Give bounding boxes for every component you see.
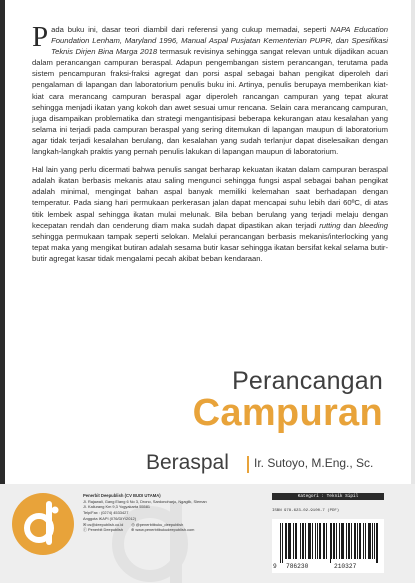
- barcode-bar: [293, 523, 294, 559]
- barcode-bar: [280, 523, 281, 563]
- publisher-info: [83, 493, 243, 533]
- drop-cap: P: [32, 21, 49, 53]
- book-title-line-1: Perancangan: [232, 367, 383, 395]
- publisher-contacts-row-2: [83, 527, 243, 533]
- barcode-bar: [370, 523, 371, 559]
- barcode-bar: [286, 523, 287, 559]
- book-title-line-3: Beraspal: [146, 451, 229, 474]
- barcode-bar: [315, 523, 316, 559]
- title-separator: [247, 456, 249, 473]
- barcode-bar: [348, 523, 349, 559]
- barcode-bar: [300, 523, 301, 559]
- category-label: Kategori : Teknik Sipil: [272, 493, 384, 500]
- barcode-bar: [339, 523, 340, 559]
- barcode-bar: [355, 523, 356, 559]
- email-contact[interactable]: ✉ cs@deepublish.co.id: [83, 521, 124, 527]
- barcode-bar: [359, 523, 360, 559]
- publisher-name: Penerbit Deepublish (CV BUDI UTAMA): [83, 493, 161, 498]
- mail-icon: ✉: [83, 521, 88, 527]
- barcode-bar: [330, 523, 331, 563]
- publisher-phone: Telp/Fax : (0274) 4533427: [83, 510, 129, 516]
- barcode-bar: [341, 523, 342, 559]
- website-link[interactable]: ⊕ www.penerbitbukudeepublish.com: [131, 527, 195, 533]
- publisher-address-1: Jl. Rajawali, Gang Elang 6 No 3, Drono, Sardonoharjo, Ngaglik, Sleman: [83, 498, 207, 504]
- barcode-bar: [334, 523, 335, 559]
- synopsis-paragraph-2: Hal lain yang perlu dicermati bahwa penulis sangat berharap kekuatan ikatan dalam campuran beraspal adalah ikatan berbasis mekanis atau saling mengunci sehingga fungsi aspal sebagai bahan pengikat adalah minimal, mengingat bahan aspal banyak memiliki kelemahan saat berhadapan dengan temperatur. Pada siang hari permukaan perkerasan jalan dapat mencapai suhu lebih dari 60ºC, di atas titik lembek aspal sehingga ikatan mulai melunak. Bila beban berulang yang terjadi melaju dengan kecepatan rendah dan cenderung diam maka sudah dapat dipastikan akan terjadi rutting dan bleeding sehingga permukaan tampak seperti selokan. Melalui perancangan berbasis mekanis/interlocking yang tepat maka yang mengikat butiran adalah sesama butir kasar sehingga ikatan bersifat kekal selama butir-butir agregat kasar tidak mengalami pecah akibat beban kendaraan.: [32, 165, 389, 263]
- barcode-bar: [296, 523, 297, 559]
- barcode-bar: [349, 523, 350, 559]
- synopsis-text: [32, 21, 389, 264]
- barcode-bar: [309, 523, 310, 559]
- barcode-bar: [288, 523, 289, 559]
- publisher-logo: [11, 492, 75, 556]
- instagram-contact[interactable]: ◎ @penerbitbuku_deepublish: [131, 521, 184, 527]
- barcode-bar: [310, 523, 311, 559]
- barcode-bar: [331, 523, 332, 559]
- barcode-bar: [351, 523, 352, 559]
- barcode-bar: [323, 523, 324, 559]
- barcode-bar: [333, 523, 334, 559]
- isbn-barcode: [272, 519, 384, 573]
- barcode-bar: [343, 523, 344, 559]
- barcode-bar: [372, 523, 373, 559]
- barcode-bar: [289, 523, 290, 559]
- barcode-digit-first: 9: [273, 563, 277, 570]
- instagram-icon: ◎: [131, 521, 136, 527]
- barcode-bar: [346, 523, 347, 559]
- book-title-line-2: Campuran: [192, 392, 383, 434]
- globe-icon: ⊕: [131, 527, 136, 533]
- term-bleeding: bleeding: [359, 220, 389, 230]
- barcode-bar: [303, 523, 304, 559]
- barcode-digits-right: 210327: [334, 563, 357, 570]
- barcode-bar: [302, 523, 303, 559]
- barcode-bar: [317, 523, 318, 559]
- barcode-bar: [324, 523, 325, 559]
- reference-list: NAPA Education Foundation Lenham, Maryland 1996, Manual Aspal Pusjatan Kementerian PUPR, dan Spesifikasi Teknis Dirjen Bina Marga 2018: [51, 25, 388, 57]
- barcode-bar: [354, 523, 355, 559]
- barcode-bar: [360, 523, 361, 559]
- barcode-bar: [377, 523, 378, 563]
- synopsis-paragraph-1: Pada buku ini, dasar teori diambil dari referensi yang cukup memadai, seperti NAPA Education Foundation Lenham, Maryland 1996, Manual Aspal Pusjatan Kementerian PUPR, dan Spesifikasi Teknis Dirjen Bina Marga 2018 termasuk revisinya sehingga sangat relevan untuk dijadikan acuan dalam perancangan campuran beraspal. Adapun pengembangan sistem perancangan, terutama pada sistem pencampuran fraksi-fraksi agregat dan porsi aspal sebagai bahan pengikat diperoleh dari pengalaman di lapangan dan laboratorium penulis buku ini. Artinya, penulis berupaya memberikan kiat-kiat cara merancang campuran beraspal agar diperoleh rancangan campuran yang tepat akurat sehingga menjadi ikatan yang kokoh dan awet sesuai umur rencana. Selain cara merancang campuran, juga disampaikan problematika dan strategi mengantisipasi beberapa kekurangan atau kesalahan yang selama ini terjadi pada campuran beraspal yang sering ditemukan di lapangan maupun di laboratorium agar tidak terjadi kesalahan berulang, dan kesalahan yang sudah terlanjur dapat diselesaikan dengan langkah-langkah praktis yang pernah penulis lakukan di lapangan maupun di laboratorium.: [32, 21, 389, 157]
- barcode-bar: [374, 523, 375, 559]
- barcode-bar: [357, 523, 358, 559]
- barcode-digits-left: 786230: [286, 563, 309, 570]
- barcode-bar: [290, 523, 291, 559]
- author-name: Ir. Sutoyo, M.Eng., Sc.: [254, 456, 374, 470]
- barcode-bar: [319, 523, 320, 559]
- barcode-bar: [326, 523, 327, 559]
- barcode-bar: [342, 523, 343, 559]
- barcode-bar: [312, 523, 313, 559]
- barcode-bar: [295, 523, 296, 559]
- barcode-bar: [369, 523, 370, 559]
- isbn-number: ISBN 978-623-02-9100-7 (PDF): [272, 509, 340, 513]
- facebook-icon: ⓕ: [83, 527, 88, 533]
- barcode-bar: [285, 523, 286, 559]
- barcode-bar: [368, 523, 369, 559]
- publisher-membership: Anggota IKAPI (076/DIY/2012): [83, 515, 136, 521]
- barcode-bar: [363, 523, 364, 559]
- barcode-bars: [277, 523, 379, 563]
- facebook-contact[interactable]: ⓕ Penerbit Deepublish: [83, 527, 124, 533]
- barcode-bar: [376, 523, 377, 563]
- barcode-bar: [282, 523, 283, 563]
- barcode-bar: [320, 523, 321, 559]
- barcode-bar: [365, 523, 366, 559]
- publisher-address-2: Jl. Kaliurang Km 9,3 Yogyakarta 55581: [83, 504, 151, 510]
- barcode-bar: [308, 523, 309, 559]
- barcode-bar: [305, 523, 306, 559]
- barcode-bar: [336, 523, 337, 559]
- term-rutting: rutting: [319, 220, 341, 230]
